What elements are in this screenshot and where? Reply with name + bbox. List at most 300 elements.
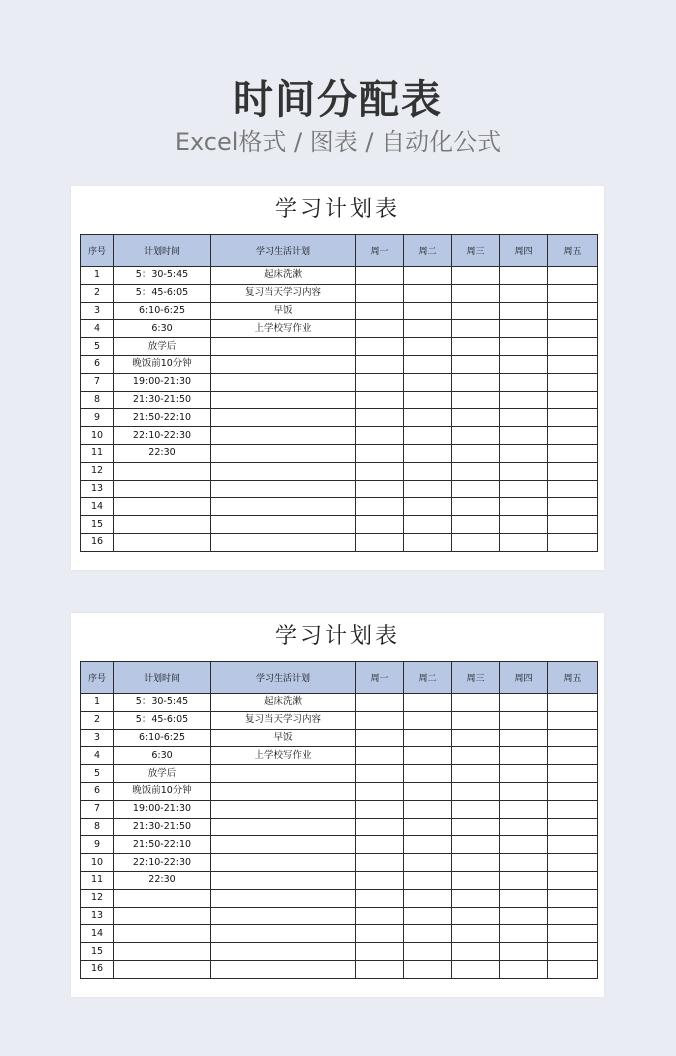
table-row [81,533,598,551]
cell-plan [211,462,356,480]
cell-time: 6:10-6:25 [114,302,211,320]
cell-col-wed [452,462,500,480]
cell-col-fri [548,427,598,445]
cell-col-tue [404,871,452,889]
page-subtitle: Excel格式 / 图表 / 自动化公式 [174,128,502,156]
cell-col-tue [404,320,452,338]
cell-time: 21:50-22:10 [114,409,211,427]
cell-col-wed [452,409,500,427]
cell-plan [211,516,356,534]
cell-col-tue [404,907,452,925]
table-row [81,355,598,373]
cell-plan [211,355,356,373]
cell-col-tue [404,782,452,800]
cell-col-thu [500,480,548,498]
cell-time [114,516,211,534]
cell-col-tue [404,355,452,373]
cell-plan: 早饭 [211,302,356,320]
table-row [81,943,598,961]
cell-plan [211,391,356,409]
cell-col-thu [500,729,548,747]
plan-table [80,234,598,552]
cell-col-fri [548,782,598,800]
cell-col-mon [356,854,404,872]
table-row [81,462,598,480]
cell-col-wed [452,338,500,356]
cell-col-wed [452,871,500,889]
cell-no: 5 [81,338,114,356]
cell-no: 10 [81,427,114,445]
cell-col-mon [356,516,404,534]
table-row [81,444,598,462]
cell-col-mon [356,391,404,409]
cell-col-mon [356,480,404,498]
cell-plan [211,444,356,462]
cell-plan: 起床洗漱 [211,267,356,285]
cell-col-mon [356,498,404,516]
cell-col-tue [404,409,452,427]
cell-no: 1 [81,694,114,712]
cell-col-tue [404,889,452,907]
cell-time: 晚饭前10分钟 [114,355,211,373]
cell-col-mon [356,871,404,889]
cell-col-wed [452,765,500,783]
cell-col-tue [404,373,452,391]
cell-col-fri [548,267,598,285]
cell-col-fri [548,498,598,516]
cell-plan [211,854,356,872]
cell-plan [211,800,356,818]
cell-time: 19:00-21:30 [114,373,211,391]
cell-col-fri [548,943,598,961]
cell-col-tue [404,480,452,498]
table-row [81,800,598,818]
header-col-time: 计划时间 [114,235,211,267]
cell-col-wed [452,498,500,516]
cell-col-thu [500,427,548,445]
cell-time: 晚饭前10分钟 [114,782,211,800]
cell-col-tue [404,854,452,872]
table-row [81,711,598,729]
cell-col-tue [404,836,452,854]
cell-col-fri [548,391,598,409]
cell-col-thu [500,782,548,800]
cell-time: 5：30-5:45 [114,267,211,285]
cell-col-fri [548,854,598,872]
cell-no: 2 [81,711,114,729]
cell-col-wed [452,960,500,978]
header-col-no: 序号 [81,235,114,267]
cell-col-mon [356,533,404,551]
cell-time: 21:50-22:10 [114,836,211,854]
table-row [81,373,598,391]
cell-col-mon [356,409,404,427]
cell-col-fri [548,711,598,729]
cell-col-wed [452,943,500,961]
plan-table [80,661,598,979]
cell-time: 6:30 [114,320,211,338]
cell-col-wed [452,836,500,854]
cell-col-fri [548,729,598,747]
cell-col-mon [356,284,404,302]
cell-col-tue [404,765,452,783]
cell-col-fri [548,765,598,783]
cell-col-fri [548,480,598,498]
cell-col-thu [500,444,548,462]
table-row [81,907,598,925]
cell-time [114,907,211,925]
cell-col-wed [452,320,500,338]
cell-col-fri [548,907,598,925]
cell-col-thu [500,498,548,516]
cell-no: 15 [81,516,114,534]
sheet-title: 学习计划表 [274,624,400,649]
cell-col-tue [404,498,452,516]
cell-col-tue [404,391,452,409]
cell-col-thu [500,889,548,907]
cell-col-mon [356,267,404,285]
cell-col-fri [548,373,598,391]
table-row [81,516,598,534]
table-row [81,782,598,800]
cell-no: 15 [81,943,114,961]
cell-col-mon [356,818,404,836]
cell-col-wed [452,373,500,391]
cell-col-wed [452,444,500,462]
cell-col-wed [452,302,500,320]
cell-no: 4 [81,747,114,765]
cell-col-wed [452,747,500,765]
table-row [81,747,598,765]
cell-col-wed [452,782,500,800]
cell-col-thu [500,943,548,961]
cell-no: 8 [81,391,114,409]
cell-no: 7 [81,800,114,818]
cell-col-mon [356,925,404,943]
cell-col-thu [500,338,548,356]
header-col-mon: 周一 [356,235,404,267]
header-col-mon: 周一 [356,662,404,694]
cell-no: 9 [81,836,114,854]
cell-col-mon [356,320,404,338]
cell-col-fri [548,818,598,836]
cell-col-wed [452,480,500,498]
cell-col-tue [404,729,452,747]
cell-col-mon [356,302,404,320]
cell-no: 14 [81,925,114,943]
cell-plan [211,925,356,943]
cell-no: 14 [81,498,114,516]
cell-col-mon [356,338,404,356]
cell-col-fri [548,533,598,551]
table-row [81,338,598,356]
cell-col-mon [356,462,404,480]
header-col-fri: 周五 [548,662,598,694]
cell-col-thu [500,302,548,320]
cell-col-mon [356,836,404,854]
cell-col-thu [500,836,548,854]
cell-plan: 上学校写作业 [211,320,356,338]
cell-col-tue [404,747,452,765]
cell-col-mon [356,800,404,818]
cell-plan [211,871,356,889]
cell-col-mon [356,782,404,800]
cell-col-thu [500,800,548,818]
cell-no: 13 [81,480,114,498]
cell-col-thu [500,516,548,534]
cell-col-fri [548,302,598,320]
cell-no: 7 [81,373,114,391]
cell-plan [211,533,356,551]
cell-time: 5：45-6:05 [114,711,211,729]
cell-col-thu [500,711,548,729]
cell-plan: 复习当天学习内容 [211,284,356,302]
cell-plan [211,782,356,800]
cell-col-tue [404,267,452,285]
cell-col-tue [404,302,452,320]
cell-col-wed [452,267,500,285]
cell-col-thu [500,409,548,427]
cell-col-thu [500,373,548,391]
cell-col-tue [404,818,452,836]
table-row [81,818,598,836]
cell-col-fri [548,889,598,907]
cell-plan: 早饭 [211,729,356,747]
table-row [81,267,598,285]
cell-col-fri [548,320,598,338]
cell-col-thu [500,854,548,872]
table-row [81,427,598,445]
cell-no: 16 [81,960,114,978]
cell-plan [211,889,356,907]
cell-no: 1 [81,267,114,285]
cell-time [114,480,211,498]
cell-col-thu [500,747,548,765]
cell-time: 21:30-21:50 [114,818,211,836]
cell-plan [211,480,356,498]
cell-plan [211,960,356,978]
table-row [81,889,598,907]
cell-col-wed [452,284,500,302]
cell-no: 6 [81,355,114,373]
page-title: 时间分配表 [233,77,443,123]
cell-time: 22:30 [114,444,211,462]
spreadsheet-preview-1 [71,186,604,570]
cell-col-mon [356,889,404,907]
cell-col-mon [356,711,404,729]
cell-col-wed [452,711,500,729]
cell-col-tue [404,462,452,480]
cell-time: 22:10-22:30 [114,427,211,445]
cell-col-mon [356,444,404,462]
cell-col-wed [452,729,500,747]
cell-time: 6:30 [114,747,211,765]
cell-time [114,498,211,516]
cell-col-wed [452,854,500,872]
table-row [81,729,598,747]
header-col-tue: 周二 [404,662,452,694]
cell-col-mon [356,747,404,765]
cell-col-tue [404,427,452,445]
cell-col-wed [452,694,500,712]
cell-no: 12 [81,889,114,907]
table-row [81,925,598,943]
cell-no: 16 [81,533,114,551]
cell-plan: 起床洗漱 [211,694,356,712]
cell-col-fri [548,800,598,818]
sheet-title: 学习计划表 [274,197,400,222]
cell-col-mon [356,729,404,747]
cell-time [114,533,211,551]
cell-col-fri [548,409,598,427]
cell-col-tue [404,800,452,818]
cell-col-wed [452,907,500,925]
header-col-thu: 周四 [500,235,548,267]
cell-col-mon [356,765,404,783]
cell-col-mon [356,694,404,712]
cell-col-tue [404,960,452,978]
table-row [81,284,598,302]
cell-col-fri [548,871,598,889]
cell-plan [211,818,356,836]
cell-plan [211,338,356,356]
header-col-tue: 周二 [404,235,452,267]
cell-plan [211,765,356,783]
table-row [81,694,598,712]
cell-time: 22:10-22:30 [114,854,211,872]
table-row [81,836,598,854]
table-row [81,480,598,498]
cell-col-tue [404,943,452,961]
cell-col-wed [452,800,500,818]
cell-no: 11 [81,871,114,889]
cell-col-fri [548,338,598,356]
cell-col-thu [500,320,548,338]
cell-no: 8 [81,818,114,836]
cell-no: 2 [81,284,114,302]
cell-col-mon [356,427,404,445]
cell-col-wed [452,889,500,907]
cell-no: 6 [81,782,114,800]
cell-col-fri [548,925,598,943]
cell-time [114,462,211,480]
cell-col-thu [500,462,548,480]
header-col-wed: 周三 [452,235,500,267]
cell-col-wed [452,818,500,836]
cell-plan [211,498,356,516]
cell-col-thu [500,907,548,925]
cell-col-thu [500,391,548,409]
header-col-time: 计划时间 [114,662,211,694]
cell-col-fri [548,444,598,462]
cell-col-wed [452,391,500,409]
cell-col-wed [452,925,500,943]
cell-time: 放学后 [114,338,211,356]
cell-plan [211,943,356,961]
table-row [81,765,598,783]
cell-plan [211,907,356,925]
cell-col-thu [500,925,548,943]
table-row [81,498,598,516]
cell-col-wed [452,427,500,445]
cell-time [114,960,211,978]
header-col-thu: 周四 [500,662,548,694]
cell-no: 3 [81,302,114,320]
cell-no: 12 [81,462,114,480]
cell-no: 3 [81,729,114,747]
cell-no: 5 [81,765,114,783]
cell-no: 11 [81,444,114,462]
cell-time [114,925,211,943]
cell-col-wed [452,533,500,551]
cell-col-mon [356,960,404,978]
cell-no: 9 [81,409,114,427]
cell-no: 10 [81,854,114,872]
cell-col-fri [548,836,598,854]
cell-col-thu [500,694,548,712]
cell-time: 22:30 [114,871,211,889]
cell-col-fri [548,516,598,534]
table-row [81,409,598,427]
cell-col-tue [404,925,452,943]
cell-no: 4 [81,320,114,338]
cell-plan: 上学校写作业 [211,747,356,765]
cell-col-tue [404,444,452,462]
header-col-fri: 周五 [548,235,598,267]
cell-time [114,943,211,961]
cell-col-tue [404,533,452,551]
cell-plan [211,409,356,427]
table-row [81,320,598,338]
cell-no: 13 [81,907,114,925]
cell-col-wed [452,355,500,373]
cell-plan [211,836,356,854]
spreadsheet-preview-2 [71,613,604,997]
cell-col-tue [404,694,452,712]
cell-col-tue [404,338,452,356]
cell-col-thu [500,284,548,302]
header-col-plan: 学习生活计划 [211,235,356,267]
cell-col-fri [548,355,598,373]
cell-col-mon [356,355,404,373]
cell-plan [211,373,356,391]
cell-col-thu [500,871,548,889]
cell-col-thu [500,765,548,783]
cell-time: 5：30-5:45 [114,694,211,712]
cell-col-fri [548,284,598,302]
table-row [81,854,598,872]
cell-col-mon [356,373,404,391]
cell-col-fri [548,747,598,765]
cell-col-thu [500,960,548,978]
cell-col-mon [356,907,404,925]
cell-col-tue [404,516,452,534]
cell-time: 5：45-6:05 [114,284,211,302]
header-col-no: 序号 [81,662,114,694]
cell-col-thu [500,818,548,836]
header-col-wed: 周三 [452,662,500,694]
cell-col-mon [356,943,404,961]
cell-col-thu [500,533,548,551]
cell-time: 19:00-21:30 [114,800,211,818]
cell-col-tue [404,711,452,729]
cell-time: 6:10-6:25 [114,729,211,747]
table-row [81,960,598,978]
header-col-plan: 学习生活计划 [211,662,356,694]
cell-col-thu [500,355,548,373]
cell-col-fri [548,694,598,712]
cell-time: 21:30-21:50 [114,391,211,409]
